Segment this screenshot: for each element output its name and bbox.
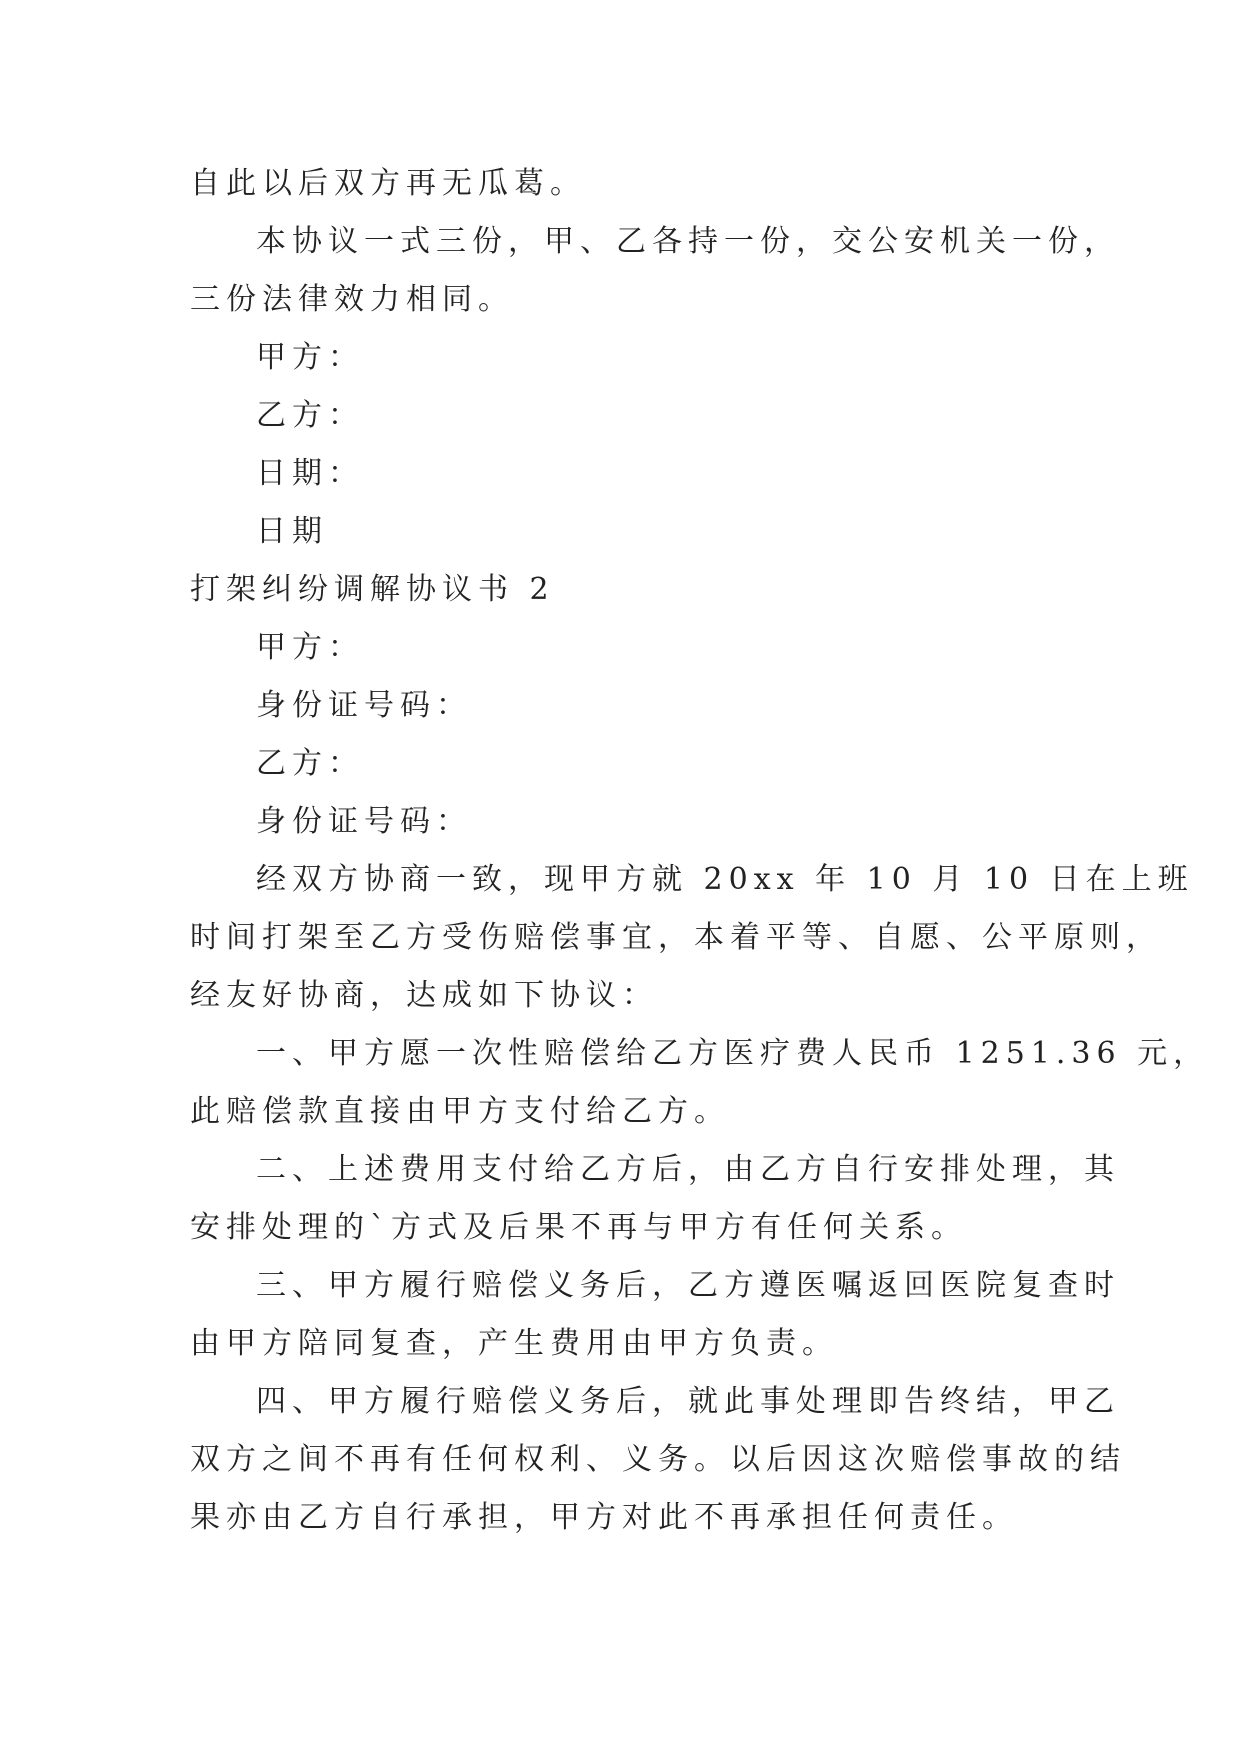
body-line: 经双方协商一致，现甲方就 20xx 年 10 月 10 日在上班 bbox=[256, 862, 1194, 897]
body-line: 经友好协商，达成如下协议： bbox=[190, 978, 658, 1013]
clause-line: 双方之间不再有任何权利、义务。以后因这次赔偿事故的结 bbox=[190, 1442, 1126, 1477]
party-b-id-label: 身份证号码： bbox=[256, 804, 472, 839]
clause-line: 果亦由乙方自行承担，甲方对此不再承担任何责任。 bbox=[190, 1500, 1018, 1535]
party-a-id-label: 身份证号码： bbox=[256, 688, 472, 723]
body-line: 本协议一式三份，甲、乙各持一份，交公安机关一份， bbox=[256, 224, 1120, 259]
signature-party-a: 甲方： bbox=[256, 340, 364, 375]
body-line: 三份法律效力相同。 bbox=[190, 282, 514, 317]
clause-line: 三、甲方履行赔偿义务后，乙方遵医嘱返回医院复查时 bbox=[256, 1268, 1120, 1303]
document-body bbox=[190, 155, 1210, 1547]
signature-party-b: 乙方： bbox=[256, 398, 364, 433]
body-line: 时间打架至乙方受伤赔偿事宜，本着平等、自愿、公平原则， bbox=[190, 920, 1162, 955]
party-a-label: 甲方： bbox=[256, 630, 364, 665]
clause-line: 由甲方陪同复查，产生费用由甲方负责。 bbox=[190, 1326, 838, 1361]
clause-line: 一、甲方愿一次性赔偿给乙方医疗费人民币 1251.36 元， bbox=[256, 1036, 1210, 1071]
body-line: 自此以后双方再无瓜葛。 bbox=[190, 166, 586, 201]
signature-date: 日期： bbox=[256, 456, 364, 491]
clause-line: 四、甲方履行赔偿义务后，就此事处理即告终结，甲乙 bbox=[256, 1384, 1120, 1419]
section-title: 打架纠纷调解协议书 2 bbox=[190, 572, 555, 607]
clause-line: 安排处理的`方式及后果不再与甲方有任何关系。 bbox=[190, 1210, 967, 1245]
clause-line: 二、上述费用支付给乙方后，由乙方自行安排处理，其 bbox=[256, 1152, 1120, 1187]
signature-date-2: 日期 bbox=[256, 514, 328, 549]
party-b-label: 乙方： bbox=[256, 746, 364, 781]
clause-line: 此赔偿款直接由甲方支付给乙方。 bbox=[190, 1094, 730, 1129]
